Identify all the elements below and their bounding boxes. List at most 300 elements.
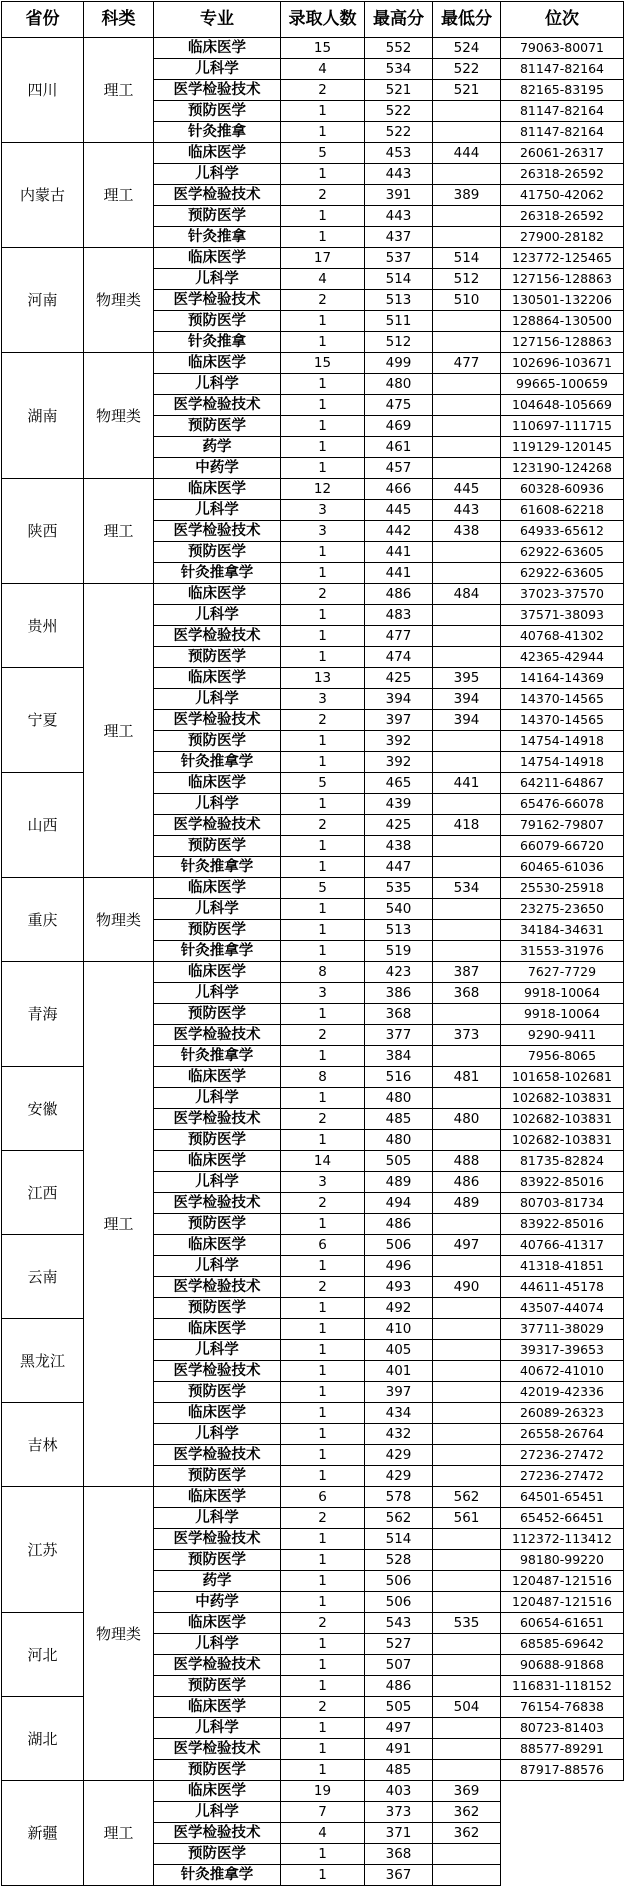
major-cell: 针灸推拿 [154, 122, 281, 143]
count-cell: 1 [281, 1361, 365, 1382]
max-score-cell: 506 [365, 1592, 433, 1613]
header-row [2, 2, 624, 38]
count-cell: 1 [281, 1760, 365, 1781]
count-cell: 1 [281, 563, 365, 584]
major-cell: 临床医学 [154, 1697, 281, 1718]
category-cell: 理工 [84, 38, 154, 143]
max-score-cell: 397 [365, 1382, 433, 1403]
min-score-cell [433, 1445, 501, 1466]
category-cell: 理工 [84, 143, 154, 248]
major-cell: 针灸推拿学 [154, 563, 281, 584]
rank-cell: 80723-81403 [501, 1718, 624, 1739]
major-cell: 预防医学 [154, 1676, 281, 1697]
min-score-cell [433, 1550, 501, 1571]
rank-cell: 9918-10064 [501, 983, 624, 1004]
max-score-cell: 425 [365, 668, 433, 689]
rank-cell: 66079-66720 [501, 836, 624, 857]
count-cell: 15 [281, 38, 365, 59]
count-cell: 1 [281, 1865, 365, 1886]
major-cell: 预防医学 [154, 542, 281, 563]
count-cell: 5 [281, 878, 365, 899]
rank-cell: 104648-105669 [501, 395, 624, 416]
count-cell: 1 [281, 227, 365, 248]
min-score-cell [433, 1655, 501, 1676]
min-score-cell [433, 437, 501, 458]
rank-cell: 14370-14565 [501, 710, 624, 731]
min-score-cell [433, 1088, 501, 1109]
min-score-cell [433, 1676, 501, 1697]
major-cell: 预防医学 [154, 1844, 281, 1865]
min-score-cell [433, 563, 501, 584]
rank-cell: 26558-26764 [501, 1424, 624, 1445]
major-cell: 医学检验技术 [154, 815, 281, 836]
max-score-cell: 469 [365, 416, 433, 437]
max-score-cell: 443 [365, 206, 433, 227]
major-cell: 预防医学 [154, 1760, 281, 1781]
max-score-cell: 512 [365, 332, 433, 353]
count-cell: 1 [281, 605, 365, 626]
count-cell: 1 [281, 899, 365, 920]
count-cell: 3 [281, 983, 365, 1004]
count-cell: 3 [281, 689, 365, 710]
min-score-cell [433, 836, 501, 857]
max-score-cell: 394 [365, 689, 433, 710]
count-cell: 2 [281, 584, 365, 605]
min-score-cell [433, 626, 501, 647]
min-score-cell: 389 [433, 185, 501, 206]
major-cell: 针灸推拿学 [154, 752, 281, 773]
rank-cell: 88577-89291 [501, 1739, 624, 1760]
major-cell: 儿科学 [154, 605, 281, 626]
province-cell: 湖北 [2, 1697, 84, 1781]
max-score-cell: 534 [365, 59, 433, 80]
rank-cell: 64501-65451 [501, 1487, 624, 1508]
major-cell: 临床医学 [154, 143, 281, 164]
header-rank: 位次 [501, 2, 624, 38]
major-cell: 针灸推拿学 [154, 1046, 281, 1067]
min-score-cell: 490 [433, 1277, 501, 1298]
min-score-cell: 561 [433, 1508, 501, 1529]
header-min-score: 最低分 [433, 2, 501, 38]
min-score-cell: 387 [433, 962, 501, 983]
min-score-cell: 362 [433, 1823, 501, 1844]
max-score-cell: 562 [365, 1508, 433, 1529]
count-cell: 7 [281, 1802, 365, 1823]
max-score-cell: 367 [365, 1865, 433, 1886]
max-score-cell: 438 [365, 836, 433, 857]
rank-cell: 80703-81734 [501, 1193, 624, 1214]
min-score-cell [433, 1361, 501, 1382]
max-score-cell: 522 [365, 122, 433, 143]
min-score-cell [433, 1298, 501, 1319]
count-cell: 1 [281, 1844, 365, 1865]
rank-cell: 41750-42062 [501, 185, 624, 206]
major-cell: 预防医学 [154, 416, 281, 437]
table-row [2, 479, 624, 500]
max-score-cell: 423 [365, 962, 433, 983]
major-cell: 医学检验技术 [154, 1361, 281, 1382]
count-cell: 1 [281, 1445, 365, 1466]
min-score-cell [433, 458, 501, 479]
rank-cell: 41318-41851 [501, 1256, 624, 1277]
count-cell: 6 [281, 1235, 365, 1256]
count-cell: 1 [281, 1466, 365, 1487]
min-score-cell: 486 [433, 1172, 501, 1193]
min-score-cell: 481 [433, 1067, 501, 1088]
count-cell: 1 [281, 542, 365, 563]
max-score-cell: 429 [365, 1445, 433, 1466]
count-cell: 8 [281, 1067, 365, 1088]
rank-cell: 60654-61651 [501, 1613, 624, 1634]
count-cell: 15 [281, 353, 365, 374]
min-score-cell: 395 [433, 668, 501, 689]
max-score-cell: 514 [365, 1529, 433, 1550]
rank-cell: 40766-41317 [501, 1235, 624, 1256]
rank-cell: 102682-103831 [501, 1130, 624, 1151]
rank-cell: 26318-26592 [501, 164, 624, 185]
max-score-cell: 507 [365, 1655, 433, 1676]
min-score-cell [433, 1592, 501, 1613]
min-score-cell: 512 [433, 269, 501, 290]
count-cell: 13 [281, 668, 365, 689]
max-score-cell: 513 [365, 290, 433, 311]
rank-cell: 25530-25918 [501, 878, 624, 899]
count-cell: 3 [281, 500, 365, 521]
major-cell: 临床医学 [154, 773, 281, 794]
category-cell: 理工 [84, 584, 154, 878]
major-cell: 针灸推拿 [154, 227, 281, 248]
rank-cell: 128864-130500 [501, 311, 624, 332]
max-score-cell: 480 [365, 1088, 433, 1109]
major-cell: 儿科学 [154, 1802, 281, 1823]
max-score-cell: 403 [365, 1781, 433, 1802]
count-cell: 1 [281, 374, 365, 395]
count-cell: 1 [281, 458, 365, 479]
major-cell: 儿科学 [154, 374, 281, 395]
min-score-cell: 514 [433, 248, 501, 269]
count-cell: 2 [281, 1193, 365, 1214]
header-category: 科类 [84, 2, 154, 38]
major-cell: 儿科学 [154, 1718, 281, 1739]
major-cell: 预防医学 [154, 1298, 281, 1319]
major-cell: 针灸推拿学 [154, 941, 281, 962]
major-cell: 儿科学 [154, 1172, 281, 1193]
table-row [2, 878, 624, 899]
max-score-cell: 437 [365, 227, 433, 248]
rank-cell: 65452-66451 [501, 1508, 624, 1529]
rank-cell: 79063-80071 [501, 38, 624, 59]
major-cell: 儿科学 [154, 794, 281, 815]
major-cell: 临床医学 [154, 1781, 281, 1802]
province-cell: 云南 [2, 1235, 84, 1319]
category-cell: 理工 [84, 1781, 154, 1886]
min-score-cell [433, 1760, 501, 1781]
count-cell: 17 [281, 248, 365, 269]
max-score-cell: 489 [365, 1172, 433, 1193]
max-score-cell: 511 [365, 311, 433, 332]
major-cell: 针灸推拿 [154, 332, 281, 353]
count-cell: 2 [281, 1508, 365, 1529]
min-score-cell: 534 [433, 878, 501, 899]
max-score-cell: 461 [365, 437, 433, 458]
major-cell: 针灸推拿学 [154, 857, 281, 878]
rank-cell: 60328-60936 [501, 479, 624, 500]
max-score-cell: 465 [365, 773, 433, 794]
header-major: 专业 [154, 2, 281, 38]
count-cell: 1 [281, 101, 365, 122]
min-score-cell: 362 [433, 1802, 501, 1823]
min-score-cell [433, 1256, 501, 1277]
min-score-cell [433, 164, 501, 185]
major-cell: 儿科学 [154, 164, 281, 185]
major-cell: 预防医学 [154, 1214, 281, 1235]
major-cell: 医学检验技术 [154, 1823, 281, 1844]
max-score-cell: 439 [365, 794, 433, 815]
max-score-cell: 434 [365, 1403, 433, 1424]
max-score-cell: 368 [365, 1004, 433, 1025]
max-score-cell: 392 [365, 752, 433, 773]
rank-cell: 119129-120145 [501, 437, 624, 458]
count-cell: 1 [281, 1592, 365, 1613]
province-cell: 内蒙古 [2, 143, 84, 248]
min-score-cell: 489 [433, 1193, 501, 1214]
major-cell: 临床医学 [154, 1067, 281, 1088]
min-score-cell [433, 227, 501, 248]
min-score-cell [433, 1424, 501, 1445]
max-score-cell: 528 [365, 1550, 433, 1571]
min-score-cell [433, 1403, 501, 1424]
rank-cell: 81735-82824 [501, 1151, 624, 1172]
count-cell: 1 [281, 1718, 365, 1739]
min-score-cell: 438 [433, 521, 501, 542]
max-score-cell: 506 [365, 1235, 433, 1256]
max-score-cell: 483 [365, 605, 433, 626]
major-cell: 医学检验技术 [154, 521, 281, 542]
rank-cell: 82165-83195 [501, 80, 624, 101]
max-score-cell: 493 [365, 1277, 433, 1298]
min-score-cell [433, 1529, 501, 1550]
max-score-cell: 401 [365, 1361, 433, 1382]
major-cell: 医学检验技术 [154, 626, 281, 647]
rank-cell: 112372-113412 [501, 1529, 624, 1550]
major-cell: 临床医学 [154, 248, 281, 269]
count-cell: 1 [281, 1655, 365, 1676]
count-cell: 1 [281, 626, 365, 647]
major-cell: 预防医学 [154, 311, 281, 332]
rank-cell: 26089-26323 [501, 1403, 624, 1424]
min-score-cell [433, 1214, 501, 1235]
count-cell: 1 [281, 1571, 365, 1592]
major-cell: 中药学 [154, 1592, 281, 1613]
count-cell: 1 [281, 1739, 365, 1760]
rank-cell: 31553-31976 [501, 941, 624, 962]
min-score-cell [433, 941, 501, 962]
max-score-cell: 514 [365, 269, 433, 290]
major-cell: 临床医学 [154, 353, 281, 374]
major-cell: 预防医学 [154, 647, 281, 668]
province-cell: 陕西 [2, 479, 84, 584]
rank-cell: 64933-65612 [501, 521, 624, 542]
table-row [2, 248, 624, 269]
rank-cell: 42365-42944 [501, 647, 624, 668]
rank-cell: 14754-14918 [501, 752, 624, 773]
province-cell: 河南 [2, 248, 84, 353]
max-score-cell: 474 [365, 647, 433, 668]
count-cell: 1 [281, 857, 365, 878]
major-cell: 临床医学 [154, 1151, 281, 1172]
province-cell: 江苏 [2, 1487, 84, 1613]
min-score-cell: 443 [433, 500, 501, 521]
table-row [2, 1781, 624, 1802]
max-score-cell: 386 [365, 983, 433, 1004]
min-score-cell: 477 [433, 353, 501, 374]
min-score-cell [433, 101, 501, 122]
count-cell: 4 [281, 1823, 365, 1844]
major-cell: 儿科学 [154, 1340, 281, 1361]
min-score-cell [433, 605, 501, 626]
min-score-cell [433, 1844, 501, 1865]
rank-cell: 120487-121516 [501, 1571, 624, 1592]
min-score-cell: 522 [433, 59, 501, 80]
max-score-cell: 480 [365, 1130, 433, 1151]
rank-cell: 23275-23650 [501, 899, 624, 920]
count-cell: 1 [281, 836, 365, 857]
province-cell: 贵州 [2, 584, 84, 668]
table-row [2, 1487, 624, 1508]
major-cell: 儿科学 [154, 269, 281, 290]
major-cell: 预防医学 [154, 206, 281, 227]
max-score-cell: 377 [365, 1025, 433, 1046]
major-cell: 儿科学 [154, 1256, 281, 1277]
count-cell: 1 [281, 164, 365, 185]
max-score-cell: 457 [365, 458, 433, 479]
max-score-cell: 486 [365, 1214, 433, 1235]
max-score-cell: 384 [365, 1046, 433, 1067]
province-cell: 湖南 [2, 353, 84, 479]
min-score-cell [433, 374, 501, 395]
max-score-cell: 505 [365, 1697, 433, 1718]
min-score-cell [433, 206, 501, 227]
max-score-cell: 552 [365, 38, 433, 59]
rank-cell: 83922-85016 [501, 1214, 624, 1235]
province-cell: 宁夏 [2, 668, 84, 773]
province-cell: 山西 [2, 773, 84, 878]
max-score-cell: 497 [365, 1718, 433, 1739]
major-cell: 医学检验技术 [154, 1025, 281, 1046]
major-cell: 预防医学 [154, 731, 281, 752]
max-score-cell: 453 [365, 143, 433, 164]
category-cell: 物理类 [84, 878, 154, 962]
count-cell: 12 [281, 479, 365, 500]
count-cell: 14 [281, 1151, 365, 1172]
min-score-cell: 418 [433, 815, 501, 836]
count-cell: 1 [281, 1403, 365, 1424]
max-score-cell: 392 [365, 731, 433, 752]
rank-cell: 101658-102681 [501, 1067, 624, 1088]
min-score-cell [433, 1865, 501, 1886]
major-cell: 中药学 [154, 458, 281, 479]
rank-cell: 64211-64867 [501, 773, 624, 794]
min-score-cell: 504 [433, 1697, 501, 1718]
major-cell: 临床医学 [154, 584, 281, 605]
table-row [2, 962, 624, 983]
count-cell: 1 [281, 332, 365, 353]
min-score-cell: 562 [433, 1487, 501, 1508]
count-cell: 1 [281, 794, 365, 815]
count-cell: 5 [281, 143, 365, 164]
min-score-cell: 497 [433, 1235, 501, 1256]
province-cell: 青海 [2, 962, 84, 1067]
major-cell: 预防医学 [154, 1550, 281, 1571]
admission-table [1, 1, 624, 1886]
major-cell: 儿科学 [154, 1424, 281, 1445]
max-score-cell: 373 [365, 1802, 433, 1823]
major-cell: 儿科学 [154, 899, 281, 920]
province-cell: 吉林 [2, 1403, 84, 1487]
count-cell: 1 [281, 416, 365, 437]
table-row [2, 584, 624, 605]
max-score-cell: 485 [365, 1760, 433, 1781]
major-cell: 临床医学 [154, 1613, 281, 1634]
rank-cell: 130501-132206 [501, 290, 624, 311]
min-score-cell: 394 [433, 710, 501, 731]
min-score-cell: 394 [433, 689, 501, 710]
major-cell: 医学检验技术 [154, 1655, 281, 1676]
rank-cell: 83922-85016 [501, 1172, 624, 1193]
province-cell: 黑龙江 [2, 1319, 84, 1403]
max-score-cell: 486 [365, 584, 433, 605]
major-cell: 临床医学 [154, 1487, 281, 1508]
rank-cell: 43507-44074 [501, 1298, 624, 1319]
rank-cell: 81147-82164 [501, 59, 624, 80]
rank-cell: 14754-14918 [501, 731, 624, 752]
rank-cell: 26318-26592 [501, 206, 624, 227]
count-cell: 3 [281, 1172, 365, 1193]
min-score-cell: 510 [433, 290, 501, 311]
province-cell: 重庆 [2, 878, 84, 962]
count-cell: 1 [281, 1634, 365, 1655]
count-cell: 2 [281, 80, 365, 101]
max-score-cell: 441 [365, 542, 433, 563]
major-cell: 医学检验技术 [154, 290, 281, 311]
rank-cell: 116831-118152 [501, 1676, 624, 1697]
min-score-cell [433, 752, 501, 773]
province-cell: 新疆 [2, 1781, 84, 1886]
major-cell: 临床医学 [154, 38, 281, 59]
max-score-cell: 492 [365, 1298, 433, 1319]
major-cell: 药学 [154, 437, 281, 458]
rank-cell: 81147-82164 [501, 101, 624, 122]
max-score-cell: 477 [365, 626, 433, 647]
rank-cell: 9918-10064 [501, 1004, 624, 1025]
count-cell: 1 [281, 647, 365, 668]
max-score-cell: 485 [365, 1109, 433, 1130]
min-score-cell [433, 647, 501, 668]
max-score-cell: 578 [365, 1487, 433, 1508]
rank-cell: 44611-45178 [501, 1277, 624, 1298]
min-score-cell [433, 332, 501, 353]
rank-cell: 102696-103671 [501, 353, 624, 374]
count-cell: 1 [281, 1088, 365, 1109]
min-score-cell [433, 1340, 501, 1361]
count-cell: 2 [281, 1109, 365, 1130]
count-cell: 2 [281, 815, 365, 836]
rank-cell: 76154-76838 [501, 1697, 624, 1718]
max-score-cell: 432 [365, 1424, 433, 1445]
max-score-cell: 475 [365, 395, 433, 416]
major-cell: 预防医学 [154, 1004, 281, 1025]
count-cell: 2 [281, 1277, 365, 1298]
